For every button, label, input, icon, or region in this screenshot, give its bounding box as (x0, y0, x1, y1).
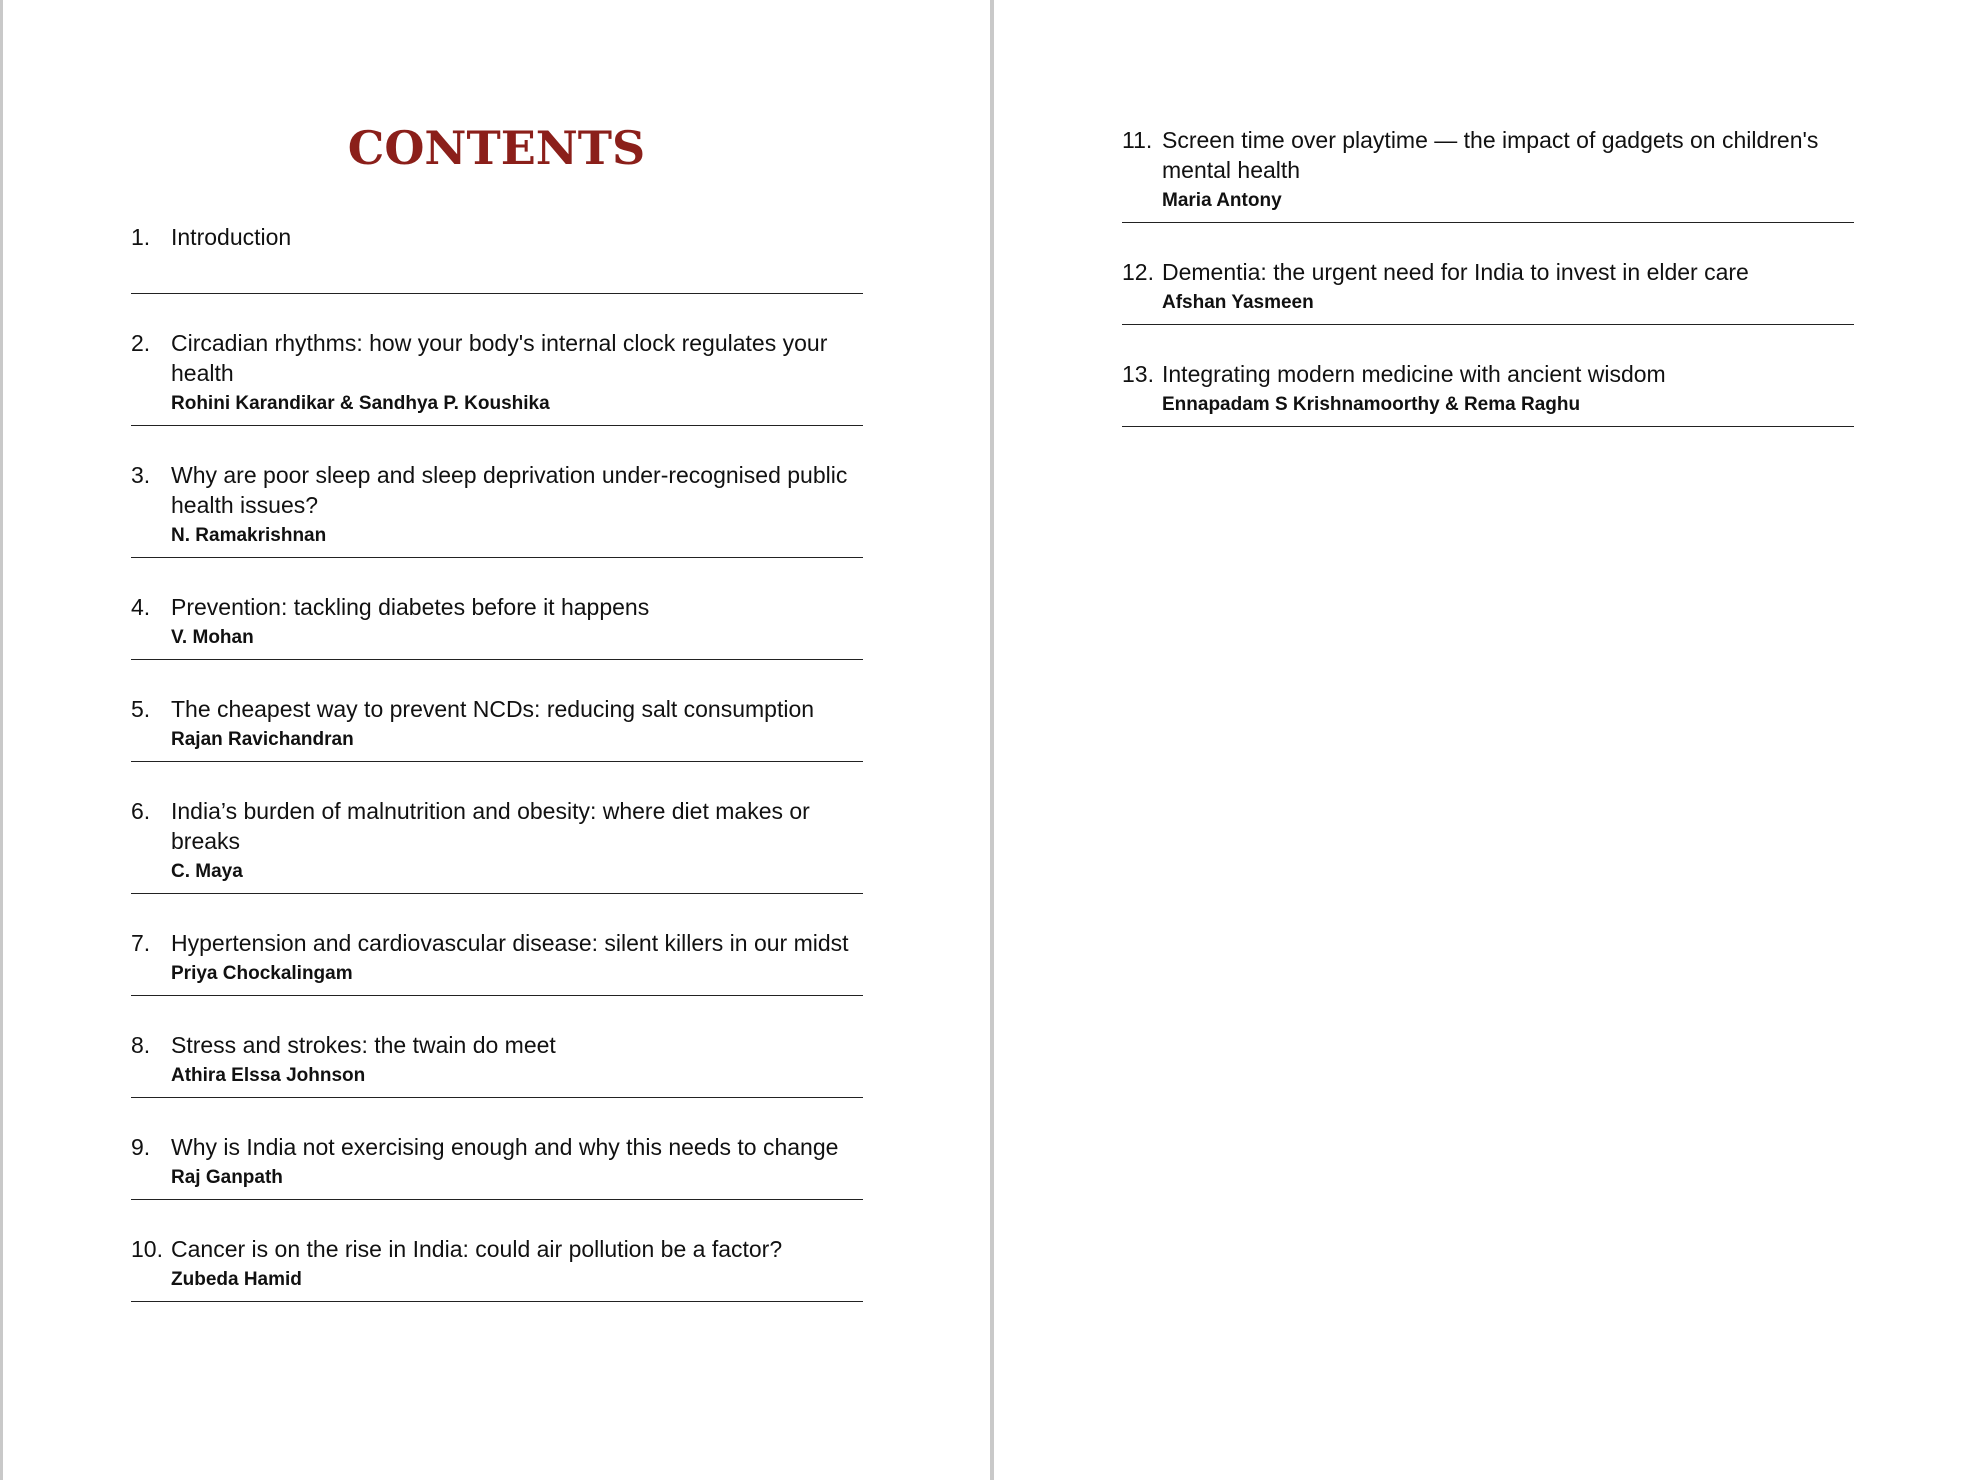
entry-author: Afshan Yasmeen (1162, 292, 1314, 313)
entry-title: Dementia: the urgent need for India to invest in elder care (1162, 259, 1749, 285)
entry-title: Prevention: tackling diabetes before it happens (171, 594, 650, 620)
toc-entry-3[interactable] (131, 456, 863, 558)
entry-author: Zubeda Hamid (171, 1269, 302, 1290)
entry-title: Why are poor sleep and sleep deprivation under-recognised public health issues? (171, 462, 848, 518)
entry-author: N. Ramakrishnan (171, 525, 327, 546)
entry-author: Raj Ganpath (171, 1167, 283, 1188)
toc-entry-2[interactable] (131, 324, 863, 426)
toc-entry-1[interactable] (131, 218, 863, 294)
page-left (3, 0, 990, 1480)
entry-number: 6. (131, 798, 151, 824)
toc-entry-13[interactable] (1122, 355, 1854, 427)
entry-number: 8. (131, 1032, 151, 1058)
toc-entry-8[interactable] (131, 1026, 863, 1098)
toc-entry-11[interactable] (1122, 121, 1854, 223)
entry-title: Introduction (171, 224, 292, 250)
entry-author: Priya Chockalingam (171, 963, 353, 984)
entry-number: 13. (1122, 361, 1154, 387)
entry-number: 7. (131, 930, 151, 956)
entry-title: Stress and strokes: the twain do meet (171, 1032, 556, 1058)
entry-title: India’s burden of malnutrition and obesity: where diet makes or breaks (171, 798, 810, 854)
toc-entry-9[interactable] (131, 1128, 863, 1200)
entry-title: Circadian rhythms: how your body's internal clock regulates your health (171, 330, 828, 386)
toc-list-left (131, 218, 863, 1332)
entry-author: Athira Elssa Johnson (171, 1065, 366, 1086)
page-title: CONTENTS (347, 121, 646, 175)
entry-number: 11. (1122, 127, 1153, 153)
toc-entry-6[interactable] (131, 792, 863, 894)
entry-number: 5. (131, 696, 151, 722)
page-right (994, 0, 1984, 1480)
entry-author: V. Mohan (171, 627, 254, 648)
toc-entry-4[interactable] (131, 588, 863, 660)
entry-number: 10. (131, 1236, 163, 1262)
entry-title: Hypertension and cardiovascular disease: silent killers in our midst (171, 930, 849, 956)
entry-number: 3. (131, 462, 151, 488)
toc-entry-7[interactable] (131, 924, 863, 996)
toc-entry-5[interactable] (131, 690, 863, 762)
entry-number: 1. (131, 224, 151, 250)
toc-entry-10[interactable] (131, 1230, 863, 1302)
entry-author: C. Maya (171, 861, 243, 882)
entry-number: 4. (131, 594, 151, 620)
entry-number: 2. (131, 330, 151, 356)
entry-title: Cancer is on the rise in India: could air pollution be a factor? (171, 1236, 783, 1262)
entry-title: The cheapest way to prevent NCDs: reducing salt consumption (171, 696, 815, 722)
entry-author: Rohini Karandikar & Sandhya P. Koushika (171, 393, 550, 414)
entry-author: Maria Antony (1162, 190, 1282, 211)
entry-title: Integrating modern medicine with ancient wisdom (1162, 361, 1666, 387)
entry-number: 12. (1122, 259, 1154, 285)
entry-author: Ennapadam S Krishnamoorthy & Rema Raghu (1162, 394, 1581, 415)
entry-title: Why is India not exercising enough and why this needs to change (171, 1134, 839, 1160)
toc-entry-12[interactable] (1122, 253, 1854, 325)
entry-title: Screen time over playtime — the impact of gadgets on children's mental health (1162, 127, 1819, 183)
entry-number: 9. (131, 1134, 151, 1160)
entry-author: Rajan Ravichandran (171, 729, 354, 750)
toc-list-right (1122, 121, 1854, 457)
